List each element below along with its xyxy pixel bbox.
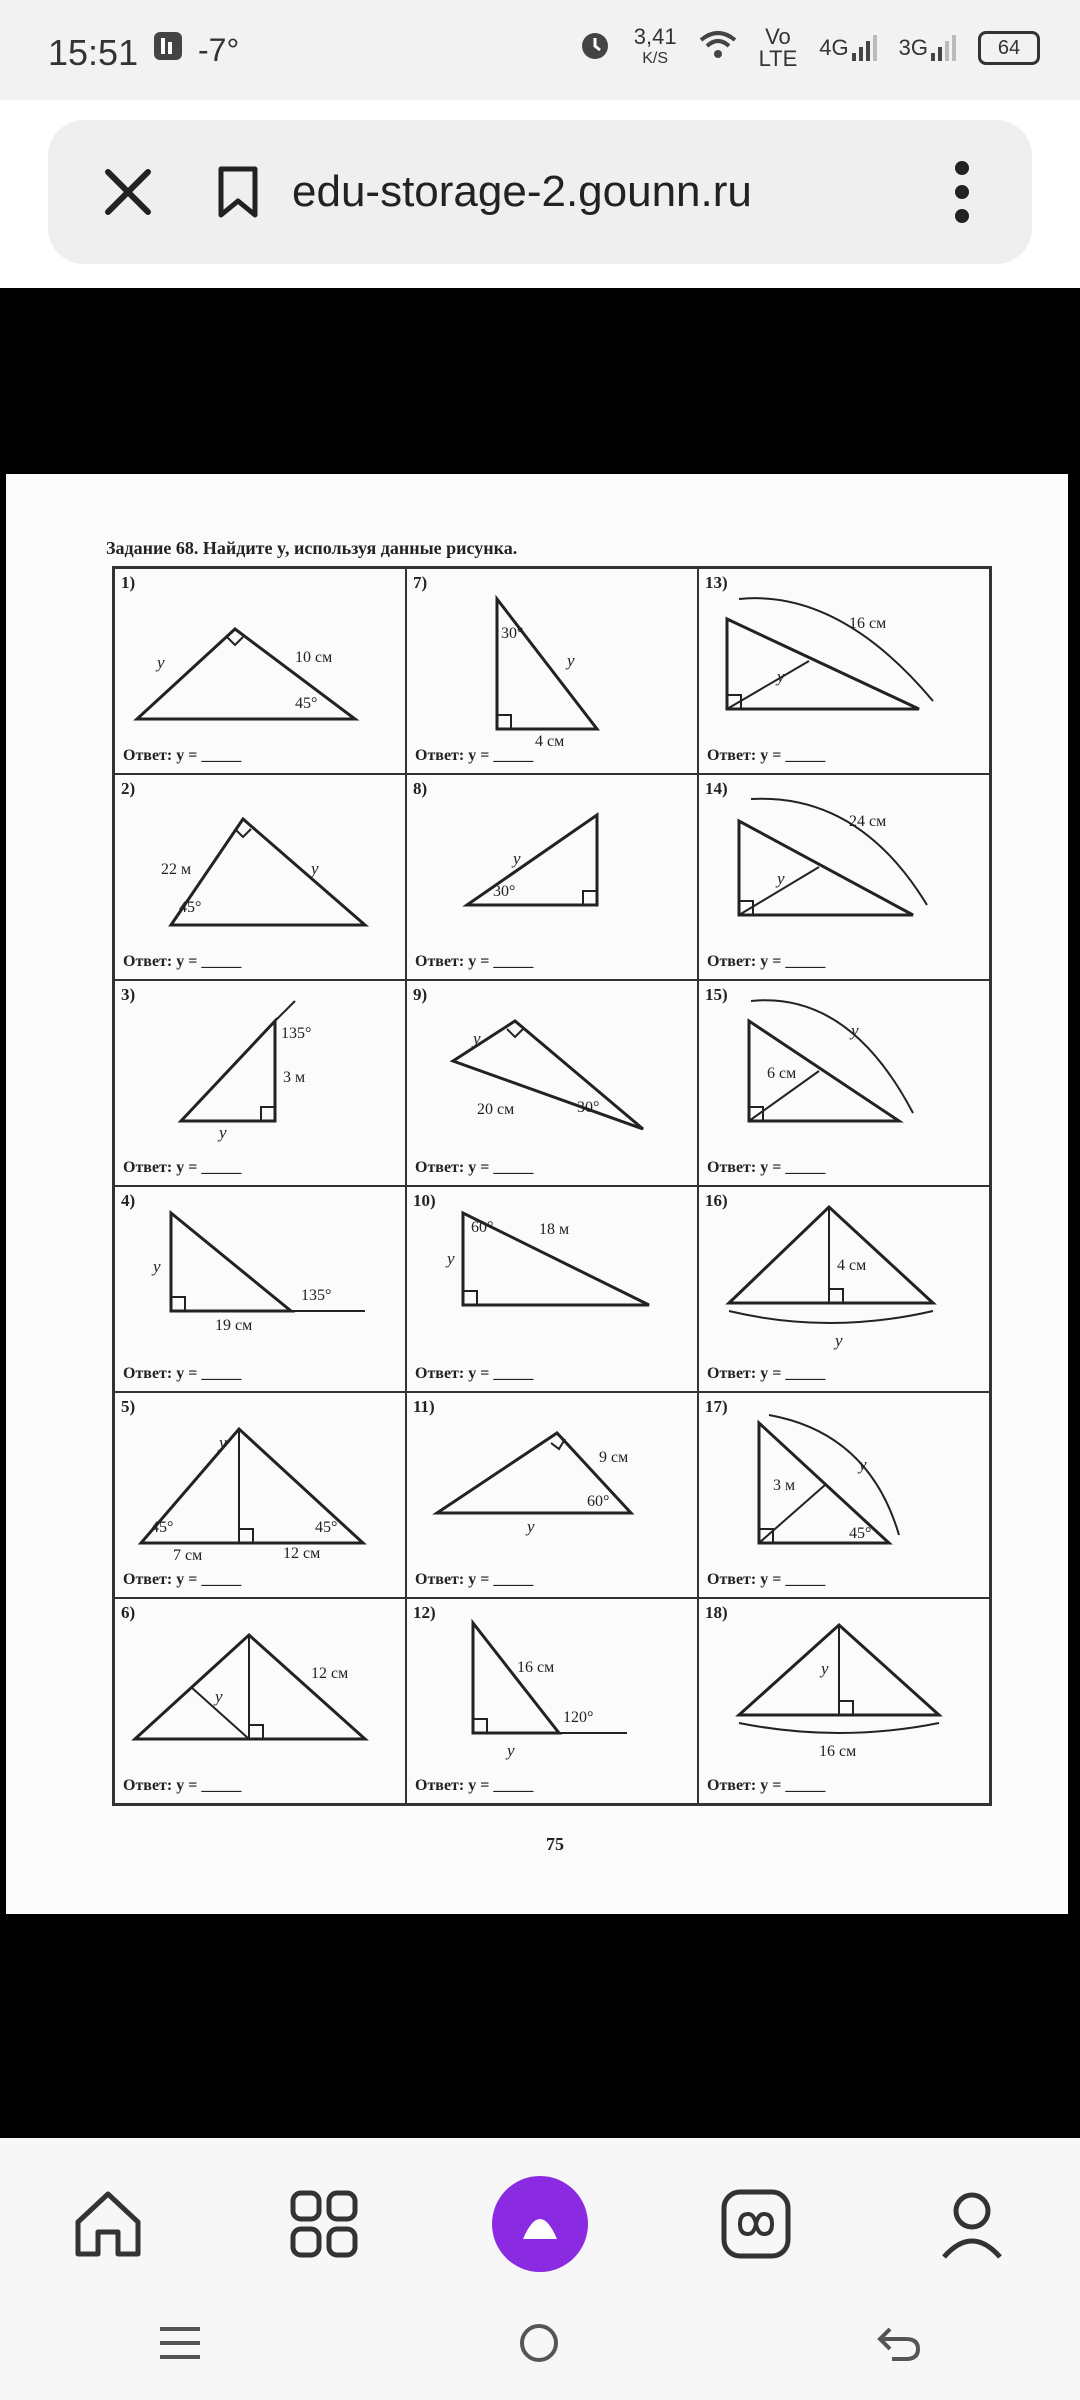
status-bar [0, 0, 1080, 100]
label-side: 16 см [819, 1743, 857, 1760]
triangle-figure [407, 1187, 697, 1387]
label-angle: 60° [471, 1219, 494, 1236]
signal-3g [899, 35, 956, 61]
label-side: 18 м [539, 1221, 570, 1238]
cell-number: 4) [121, 1191, 136, 1210]
triangle-figure [407, 1393, 697, 1593]
cell-number: 18) [705, 1603, 728, 1622]
status-left-icons [152, 30, 239, 70]
volte-bottom: LTE [758, 46, 798, 71]
label-angle: 60° [587, 1493, 610, 1510]
profile-icon[interactable] [917, 2169, 1027, 2279]
label-angle: 30° [501, 625, 524, 642]
browser-nav-row [0, 2164, 1080, 2284]
cell-number: 6) [121, 1603, 136, 1622]
alice-assistant-button[interactable] [485, 2169, 595, 2279]
battery-level: 64 [997, 36, 1021, 59]
task-cell [114, 1186, 406, 1392]
status-temperature: -7° [198, 31, 240, 68]
task-cell [698, 1186, 990, 1392]
task-cell [406, 1392, 698, 1598]
label-y: y [777, 667, 785, 686]
triangle-figure [407, 981, 697, 1181]
answer-line: Ответ: y = _____ [415, 1571, 534, 1588]
label-y: y [851, 1021, 859, 1040]
url-text[interactable]: edu-storage-2.gounn.ru [292, 167, 752, 216]
label-side: 16 см [849, 615, 887, 632]
cell-number: 2) [121, 779, 136, 798]
task-cell [698, 980, 990, 1186]
cell-number: 3) [121, 985, 136, 1004]
task-cell [698, 1392, 990, 1598]
bookmark-icon[interactable] [208, 152, 268, 232]
recent-apps-icon[interactable] [158, 2323, 202, 2373]
task-cell [698, 774, 990, 980]
triangle-figure [699, 1599, 989, 1799]
triangle-figure [115, 1393, 405, 1593]
cell-number: 10) [413, 1191, 436, 1210]
triangle-figure [699, 981, 989, 1181]
label-angle: 135° [281, 1025, 312, 1042]
url-bar [48, 120, 1032, 264]
label-y: y [447, 1249, 455, 1268]
signal-4g [819, 35, 876, 61]
notification-app-icon [152, 30, 184, 70]
cell-number: 11) [413, 1397, 435, 1416]
answer-line: Ответ: y = _____ [707, 1571, 826, 1588]
signal-4g-label: 4G [819, 35, 849, 60]
label-angle: 120° [563, 1709, 594, 1726]
label-side: 6 см [767, 1065, 797, 1082]
triangle-figure [115, 981, 405, 1181]
task-cell [114, 774, 406, 980]
worksheet-page [6, 474, 1068, 1914]
label-y: y [215, 1687, 223, 1706]
label-angle: 45° [179, 899, 202, 916]
label-angle-right: 45° [315, 1519, 338, 1536]
close-icon[interactable] [88, 152, 168, 232]
cell-number: 5) [121, 1397, 136, 1416]
cell-number: 15) [705, 985, 728, 1004]
label-angle: 135° [301, 1287, 332, 1304]
home-icon[interactable] [53, 2169, 163, 2279]
page-number: 75 [546, 1834, 564, 1854]
label-side: 3 м [283, 1069, 306, 1086]
label-y: y [567, 651, 575, 670]
alarm-icon [578, 28, 612, 68]
volte-indicator [759, 26, 798, 70]
label-side: 16 см [517, 1659, 555, 1676]
triangle-figure [115, 1599, 405, 1799]
label-side: 3 м [773, 1477, 796, 1494]
triangle-figure [407, 1599, 697, 1799]
label-angle: 30° [493, 883, 516, 900]
label-y: y [821, 1659, 829, 1678]
answer-line: Ответ: y = _____ [415, 1365, 534, 1382]
triangle-figure [407, 775, 697, 975]
triangle-figure [699, 775, 989, 975]
cell-number: 1) [121, 573, 136, 592]
cell-number: 12) [413, 1603, 436, 1622]
answer-line: Ответ: y = _____ [123, 1571, 242, 1588]
label-side: 19 см [215, 1317, 253, 1334]
label-y: y [835, 1331, 843, 1350]
task-grid [112, 566, 992, 1806]
label-y: y [219, 1433, 227, 1452]
answer-line: Ответ: y = _____ [415, 1777, 534, 1794]
battery-icon [978, 31, 1040, 65]
net-speed-unit: K/S [642, 50, 669, 67]
label-side-right: 12 см [283, 1545, 321, 1562]
wifi-icon [699, 30, 737, 66]
label-side: 12 см [311, 1665, 349, 1682]
label-side: 22 м [161, 861, 192, 878]
label-y: y [219, 1123, 227, 1142]
task-cell [406, 1598, 698, 1804]
label-y: y [859, 1455, 867, 1474]
task-cell [406, 980, 698, 1186]
task-cell [114, 1598, 406, 1804]
back-icon[interactable] [876, 2323, 922, 2373]
label-angle: 45° [295, 695, 318, 712]
volte-top: Vo [765, 24, 791, 49]
answer-line: Ответ: y = _____ [123, 1365, 242, 1382]
answer-line: Ответ: y = _____ [123, 747, 242, 764]
label-side: 4 см [535, 733, 565, 750]
task-cell [406, 1186, 698, 1392]
triangle-figure [699, 1393, 989, 1593]
cell-number: 13) [705, 573, 728, 592]
task-cell [698, 568, 990, 774]
task-title: Задание 68. Найдите y, используя данные рисунка. [106, 538, 518, 558]
answer-line: Ответ: y = _____ [707, 747, 826, 764]
task-cell [406, 568, 698, 774]
viewer-background-bottom [0, 1950, 1080, 2138]
signal-3g-label: 3G [898, 35, 928, 60]
status-right-icons [578, 26, 1040, 70]
cell-number: 17) [705, 1397, 728, 1416]
alice-assistant-icon [492, 2176, 588, 2272]
task-cell [698, 1598, 990, 1804]
label-y: y [153, 1257, 161, 1276]
tabs-icon[interactable] [701, 2169, 811, 2279]
cell-number: 7) [413, 573, 428, 592]
net-speed [634, 26, 677, 70]
answer-line: Ответ: y = _____ [415, 1159, 534, 1176]
answer-line: Ответ: y = _____ [123, 1159, 242, 1176]
apps-grid-icon[interactable] [269, 2169, 379, 2279]
cell-number: 9) [413, 985, 428, 1004]
label-y: y [157, 653, 165, 672]
label-angle: 30° [577, 1099, 600, 1116]
triangle-figure [699, 569, 989, 769]
answer-line: Ответ: y = _____ [123, 953, 242, 970]
bottom-navigation [0, 2138, 1080, 2400]
cell-number: 16) [705, 1191, 728, 1210]
cell-number: 14) [705, 779, 728, 798]
task-cell [114, 1392, 406, 1598]
label-y: y [527, 1517, 535, 1536]
system-nav-row [0, 2308, 1080, 2388]
net-speed-value: 3,41 [633, 24, 677, 49]
label-side: 20 см [477, 1101, 515, 1118]
answer-line: Ответ: y = _____ [415, 953, 534, 970]
label-y: y [507, 1741, 515, 1760]
cell-number: 8) [413, 779, 428, 798]
answer-line: Ответ: y = _____ [707, 1777, 826, 1794]
label-y: y [311, 859, 319, 878]
label-side: 9 см [599, 1449, 629, 1466]
triangle-figure [699, 1187, 989, 1387]
document-image[interactable] [0, 468, 1080, 1950]
label-angle-left: 45° [151, 1519, 174, 1536]
label-side: 4 см [837, 1257, 867, 1274]
triangle-figure [115, 775, 405, 975]
answer-line: Ответ: y = _____ [707, 953, 826, 970]
answer-line: Ответ: y = _____ [123, 1777, 242, 1794]
status-time: 15:51 [48, 32, 139, 73]
answer-line: Ответ: y = _____ [415, 747, 534, 764]
task-cell [114, 980, 406, 1186]
label-y: y [777, 869, 785, 888]
viewer-background-top [0, 288, 1080, 468]
triangle-figure [115, 1187, 405, 1387]
answer-line: Ответ: y = _____ [707, 1365, 826, 1382]
label-side: 10 см [295, 649, 333, 666]
task-cell [406, 774, 698, 980]
answer-line: Ответ: y = _____ [707, 1159, 826, 1176]
more-vertical-icon[interactable] [932, 152, 992, 232]
label-y: y [473, 1029, 481, 1048]
label-side: 24 см [849, 813, 887, 830]
system-home-icon[interactable] [517, 2321, 561, 2375]
label-y: y [513, 849, 521, 868]
label-angle: 45° [849, 1525, 872, 1542]
label-side-left: 7 см [173, 1547, 203, 1564]
task-cell [114, 568, 406, 774]
